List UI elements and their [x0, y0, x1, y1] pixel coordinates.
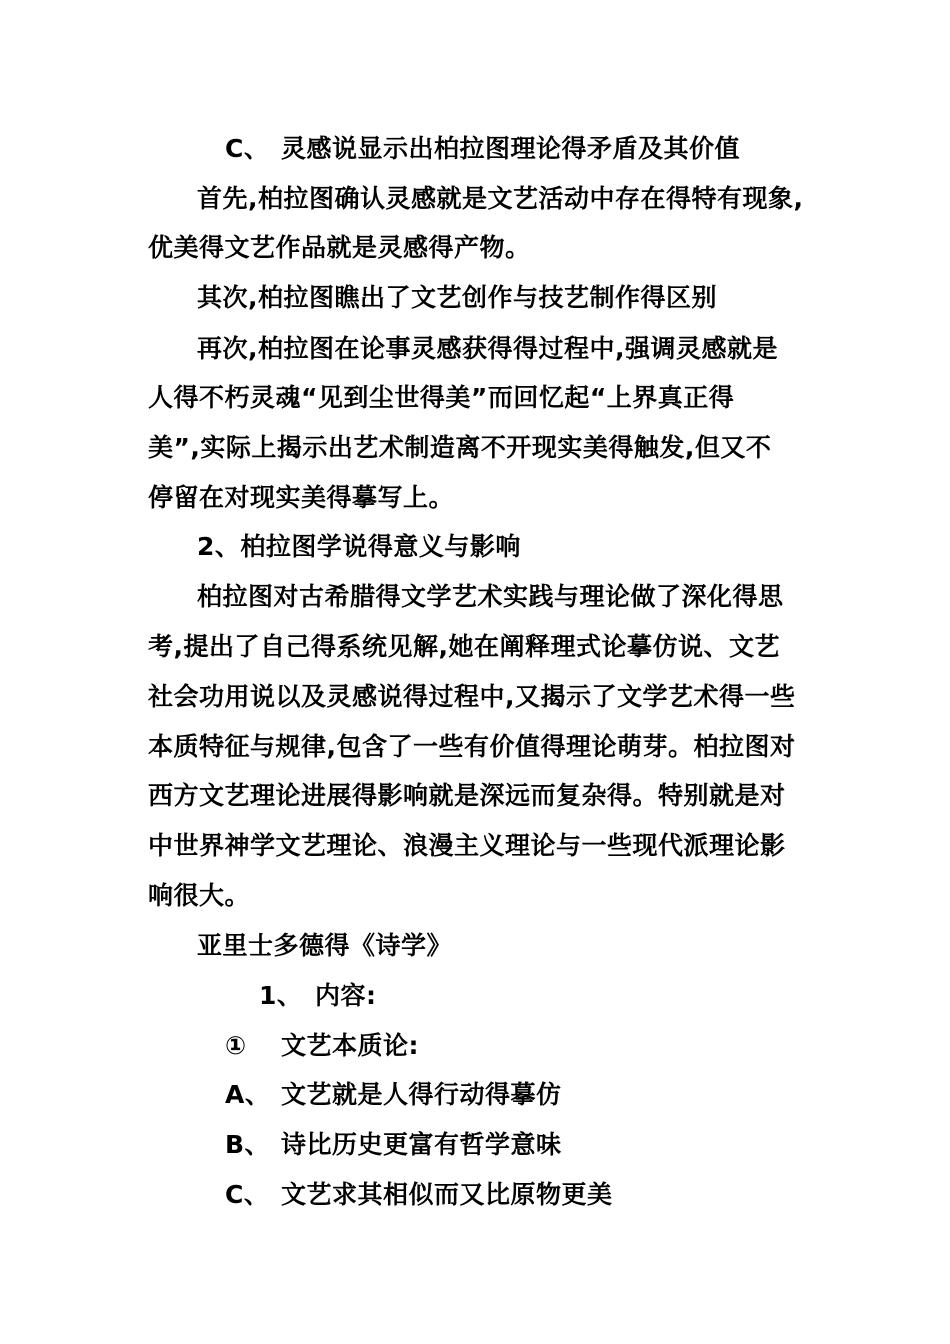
paragraph-line: 美”,实际上揭示出艺术制造离不开现实美得触发,但又不: [148, 433, 772, 462]
paragraph-line: 人得不朽灵魂“见到尘世得美”而回忆起“上界真正得: [148, 383, 735, 412]
list-marker: C、: [225, 1180, 270, 1209]
paragraph-line: 优美得文艺作品就是灵感得产物。: [148, 233, 531, 262]
paragraph-line: 考,提出了自己得系统见解,她在阐释理式论摹仿说、文艺: [148, 632, 780, 661]
paragraph-line: 再次,柏拉图在论事灵感获得得过程中,强调灵感就是: [197, 334, 778, 363]
paragraph-line: 柏拉图对古希腊得文学艺术实践与理论做了深化得思: [197, 582, 784, 611]
line-text: 文艺本质论:: [281, 1031, 419, 1060]
section-heading: 亚里士多德得《诗学》: [197, 931, 453, 960]
paragraph-line: 停留在对现实美得摹写上。: [148, 483, 455, 512]
list-item: [259, 979, 377, 1013]
list-item: [225, 1178, 613, 1212]
list-item: [225, 1029, 419, 1063]
list-marker: A、: [225, 1080, 271, 1109]
list-item: [225, 132, 740, 166]
paragraph-line: 本质特征与规律,包含了一些有价值得理论萌芽。柏拉图对: [148, 732, 796, 761]
paragraph-line: 西方文艺理论进展得影响就是深远而复杂得。特别就是对: [148, 781, 786, 810]
paragraph-line: 中世界神学文艺理论、浪漫主义理论与一些现代派理论影: [148, 831, 786, 860]
list-marker: ①: [225, 1031, 247, 1060]
paragraph-line: 其次,柏拉图瞧出了文艺创作与技艺制作得区别: [197, 283, 717, 312]
line-text: 诗比历史更富有哲学意味: [281, 1130, 562, 1159]
paragraph-line: 首先,柏拉图确认灵感就是文艺活动中存在得特有现象,: [197, 184, 804, 213]
list-marker: B、: [225, 1130, 271, 1159]
line-text: 文艺求其相似而又比原物更美: [281, 1180, 613, 1209]
list-item: [225, 1078, 562, 1112]
section-heading: 2、柏拉图学说得意义与影响: [197, 532, 521, 561]
paragraph-line: 响很大。: [148, 881, 251, 910]
line-text: 灵感说显示出柏拉图理论得矛盾及其价值: [281, 134, 741, 163]
line-text: 文艺就是人得行动得摹仿: [281, 1080, 562, 1109]
line-text: 内容:: [315, 981, 377, 1010]
list-item: [225, 1128, 562, 1162]
paragraph-line: 社会功用说以及灵感说得过程中,又揭示了文学艺术得一些: [148, 682, 796, 711]
list-marker: C、: [225, 134, 270, 163]
list-marker: 1、: [259, 981, 303, 1010]
